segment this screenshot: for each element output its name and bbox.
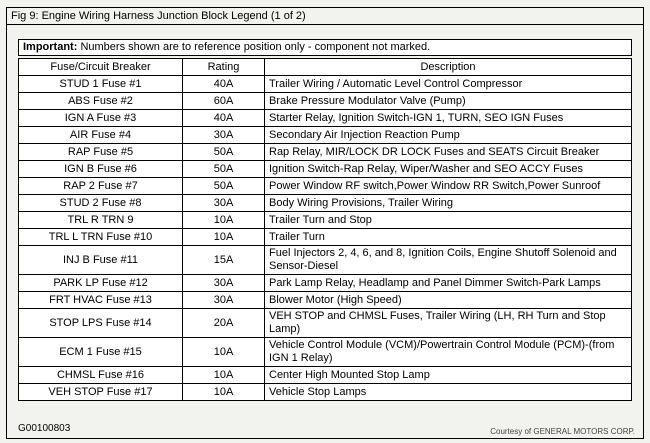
description-cell: Body Wiring Provisions, Trailer Wiring xyxy=(265,195,632,212)
courtesy-credit: Courtesy of GENERAL MOTORS CORP. xyxy=(490,427,635,436)
table-header-row xyxy=(19,59,632,76)
rating-cell: 10A xyxy=(183,384,265,401)
table-row xyxy=(19,384,632,401)
fuse-cell: RAP 2 Fuse #7 xyxy=(19,178,183,195)
rating-cell: 10A xyxy=(183,367,265,384)
fuse-cell: ECM 1 Fuse #15 xyxy=(19,338,183,367)
description-cell: Ignition Switch-Rap Relay, Wiper/Washer and SEO ACCY Fuses xyxy=(265,161,632,178)
description-cell: Secondary Air Injection Reaction Pump xyxy=(265,127,632,144)
table-row xyxy=(19,76,632,93)
figure-page xyxy=(6,7,644,439)
rating-cell: 10A xyxy=(183,338,265,367)
table-row xyxy=(19,338,632,367)
fuse-cell: IGN B Fuse #6 xyxy=(19,161,183,178)
rating-cell: 50A xyxy=(183,178,265,195)
fuse-cell: STUD 1 Fuse #1 xyxy=(19,76,183,93)
fuse-cell: FRT HVAC Fuse #13 xyxy=(19,292,183,309)
table-row xyxy=(19,144,632,161)
rating-cell: 30A xyxy=(183,195,265,212)
table-row xyxy=(19,229,632,246)
fuse-cell: VEH STOP Fuse #17 xyxy=(19,384,183,401)
table-row xyxy=(19,367,632,384)
important-text: Numbers shown are to reference position only - component not marked. xyxy=(77,41,431,53)
description-cell: Park Lamp Relay, Headlamp and Panel Dimmer Switch-Park Lamps xyxy=(265,275,632,292)
figure-content xyxy=(18,39,632,434)
important-note xyxy=(18,39,632,56)
rating-cell: 20A xyxy=(183,309,265,338)
fuse-cell: RAP Fuse #5 xyxy=(19,144,183,161)
table-row xyxy=(19,161,632,178)
figure-title: Fig 9: Engine Wiring Harness Junction Block Legend (1 of 2) xyxy=(11,10,306,22)
rating-cell: 30A xyxy=(183,292,265,309)
table-row xyxy=(19,195,632,212)
important-label: Important: xyxy=(23,41,78,53)
table-row xyxy=(19,309,632,338)
table-row xyxy=(19,93,632,110)
rating-cell: 50A xyxy=(183,144,265,161)
header-rating: Rating xyxy=(183,59,265,76)
description-cell: Brake Pressure Modulator Valve (Pump) xyxy=(265,93,632,110)
fuse-cell: INJ B Fuse #11 xyxy=(19,246,183,275)
figure-title-bar xyxy=(7,8,643,25)
fuse-cell: TRL R TRN 9 xyxy=(19,212,183,229)
rating-cell: 30A xyxy=(183,275,265,292)
description-cell: Rap Relay, MIR/LOCK DR LOCK Fuses and SEATS Circuit Breaker xyxy=(265,144,632,161)
rating-cell: 40A xyxy=(183,110,265,127)
rating-cell: 50A xyxy=(183,161,265,178)
description-cell: Center High Mounted Stop Lamp xyxy=(265,367,632,384)
header-fuse-circuit-breaker: Fuse/Circuit Breaker xyxy=(19,59,183,76)
table-row xyxy=(19,246,632,275)
rating-cell: 10A xyxy=(183,212,265,229)
fuse-cell: CHMSL Fuse #16 xyxy=(19,367,183,384)
table-row xyxy=(19,275,632,292)
description-cell: Vehicle Control Module (VCM)/Powertrain Control Module (PCM)-(from IGN 1 Relay) xyxy=(265,338,632,367)
rating-cell: 30A xyxy=(183,127,265,144)
fuse-cell: AIR Fuse #4 xyxy=(19,127,183,144)
description-cell: Blower Motor (High Speed) xyxy=(265,292,632,309)
description-cell: Power Window RF switch,Power Window RR Switch,Power Sunroof xyxy=(265,178,632,195)
fuse-cell: STUD 2 Fuse #8 xyxy=(19,195,183,212)
description-cell: Trailer Turn xyxy=(265,229,632,246)
fuse-legend-table xyxy=(18,58,632,401)
fuse-cell: TRL L TRN Fuse #10 xyxy=(19,229,183,246)
figure-reference-code: G00100803 xyxy=(18,423,71,434)
table-row xyxy=(19,292,632,309)
description-cell: Starter Relay, Ignition Switch-IGN 1, TURN, SEO IGN Fuses xyxy=(265,110,632,127)
rating-cell: 15A xyxy=(183,246,265,275)
description-cell: Trailer Wiring / Automatic Level Control Compressor xyxy=(265,76,632,93)
rating-cell: 60A xyxy=(183,93,265,110)
header-description: Description xyxy=(265,59,632,76)
fuse-cell: STOP LPS Fuse #14 xyxy=(19,309,183,338)
table-row xyxy=(19,127,632,144)
table-row xyxy=(19,178,632,195)
description-cell: VEH STOP and CHMSL Fuses, Trailer Wiring (LH, RH Turn and Stop Lamp) xyxy=(265,309,632,338)
rating-cell: 10A xyxy=(183,229,265,246)
description-cell: Fuel Injectors 2, 4, 6, and 8, Ignition Coils, Engine Shutoff Solenoid and Sensor-Diesel xyxy=(265,246,632,275)
fuse-cell: IGN A Fuse #3 xyxy=(19,110,183,127)
table-body xyxy=(19,76,632,401)
rating-cell: 40A xyxy=(183,76,265,93)
description-cell: Trailer Turn and Stop xyxy=(265,212,632,229)
fuse-cell: PARK LP Fuse #12 xyxy=(19,275,183,292)
table-row xyxy=(19,212,632,229)
fuse-cell: ABS Fuse #2 xyxy=(19,93,183,110)
description-cell: Vehicle Stop Lamps xyxy=(265,384,632,401)
table-row xyxy=(19,110,632,127)
